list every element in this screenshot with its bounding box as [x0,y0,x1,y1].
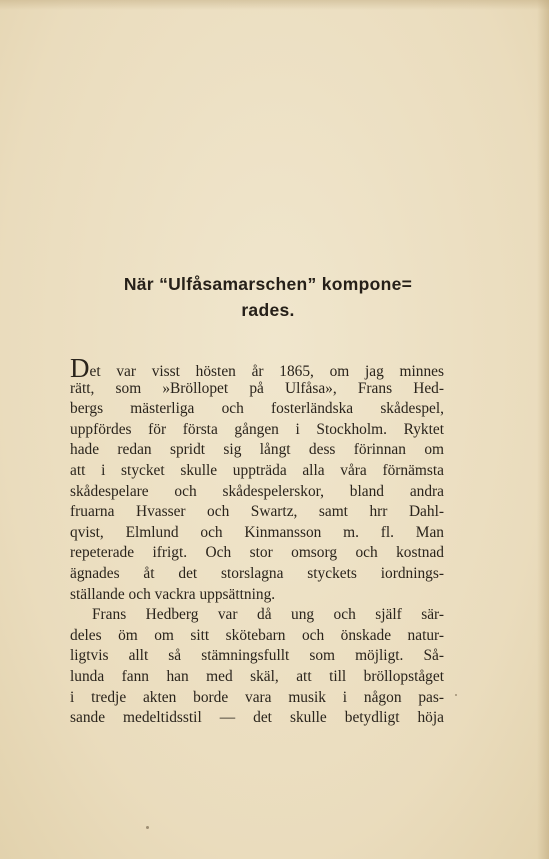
text-line: repeterade ifrigt. Och stor omsorg och kostnad [70,544,444,562]
text-line: deles öm om sitt skötebarn och önskade natur- [70,626,444,644]
page-shadow-right [537,0,549,859]
text-line: ägnades åt det storslagna styckets iordnings- [70,564,444,582]
chapter-title-line-1: När “Ulfåsamarschen” kompone= [123,274,413,294]
text-line: ligtvis allt så stämningsfullt som möjligt. Så- [70,647,444,665]
text-line: hade redan spridt sig långt dess förinnan om [70,441,444,459]
text-line: lunda fann han med skäl, att till bröllopståget [70,667,444,685]
body-text [70,353,444,729]
text-line: uppfördes för första gången i Stockholm. Ryktet [70,420,444,438]
text-line: att i stycket skulle uppträda alla våra förnämsta [70,461,444,479]
text-line: qvist, Elmlund och Kinmansson m. fl. Man [70,523,444,541]
text-line: Frans Hedberg var då ung och själf sär- [92,606,444,624]
first-line [70,353,444,383]
text-line: skådespelare och skådespelerskor, bland andra [70,482,444,500]
first-line-text: et var visst hösten år 1865, om jag minnes [89,363,444,380]
chapter-title-line-2: rades. [241,300,295,320]
text-line: fruarna Hvasser och Swartz, samt hrr Dahl- [70,503,444,521]
page-shadow-top [0,0,549,10]
paper-speck [455,694,457,696]
text-line: ställande och vackra uppsättning. [70,585,276,603]
text-line: bergs mästerliga och fosterländska skådespel, [70,400,444,418]
text-line: rätt, som »Bröllopet på Ulfåsa», Frans Hed- [70,379,444,397]
text-line: i tredje akten borde vara musik i någon pas- [70,688,444,706]
chapter-title [68,271,468,323]
text-line: sande medeltidsstil — det skulle betydligt höja [70,709,444,727]
drop-cap: D [70,353,90,383]
paper-speck [146,826,149,829]
